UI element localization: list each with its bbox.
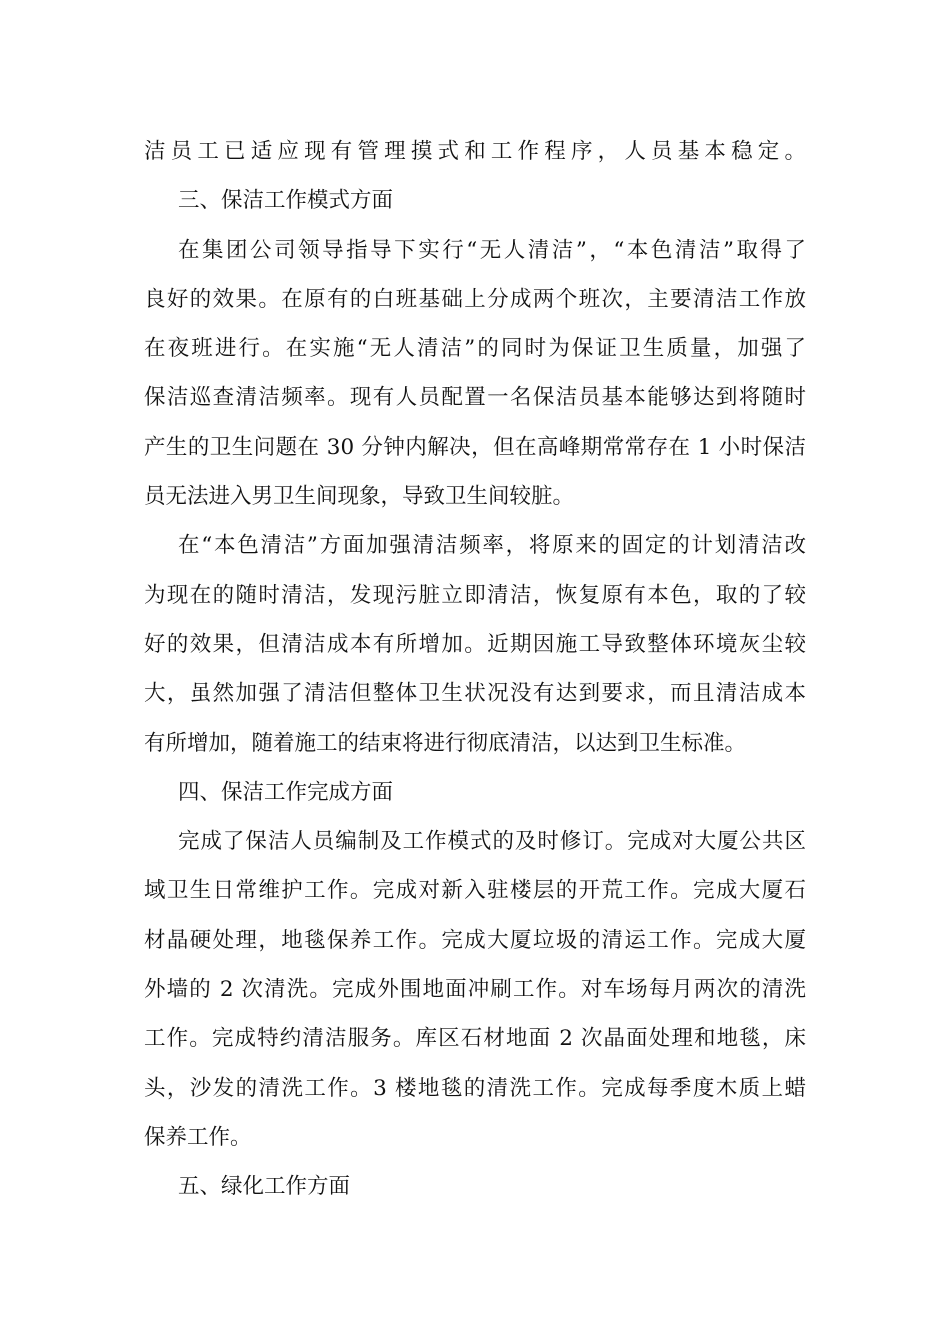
section-heading-3: 三、保洁工作模式方面 bbox=[178, 188, 394, 214]
paragraph-line: 产生的卫生问题在 30 分钟内解决，但在高峰期常常存在 1 小时保洁 bbox=[144, 434, 806, 460]
paragraph-line: 头，沙发的清洗工作。3 楼地毯的清洗工作。完成每季度木质上蜡 bbox=[144, 1075, 806, 1101]
paragraph-line: 在夜班进行。在实施“无人清洁”的同时为保证卫生质量，加强了 bbox=[144, 336, 806, 362]
paragraph-line: 外墙的 2 次清洗。完成外围地面冲刷工作。对车场每月两次的清洗 bbox=[144, 977, 806, 1003]
paragraph-line: 员无法进入男卫生间现象，导致卫生间较脏。 bbox=[144, 484, 575, 510]
paragraph-line: 域卫生日常维护工作。完成对新入驻楼层的开荒工作。完成大厦石 bbox=[144, 878, 806, 904]
paragraph-line: 好的效果，但清洁成本有所增加。近期因施工导致整体环境灰尘较 bbox=[144, 631, 806, 657]
paragraph-line: 完成了保洁人员编制及工作模式的及时修订。完成对大厦公共区 bbox=[178, 829, 806, 855]
section-heading-5: 五、绿化工作方面 bbox=[178, 1174, 351, 1200]
section-heading-4: 四、保洁工作完成方面 bbox=[178, 779, 394, 805]
body-text bbox=[144, 127, 806, 1212]
paragraph-line: 洁员工已适应现有管理摸式和工作程序，人员基本稳定。 bbox=[144, 139, 806, 164]
paragraph-line: 材晶硬处理，地毯保养工作。完成大厦垃圾的清运工作。完成大厦 bbox=[144, 927, 806, 953]
paragraph-line: 保洁巡查清洁频率。现有人员配置一名保洁员基本能够达到将随时 bbox=[144, 385, 806, 411]
paragraph-line: 在集团公司领导指导下实行“无人清洁”，“本色清洁”取得了 bbox=[178, 237, 806, 263]
paragraph-line: 在“本色清洁”方面加强清洁频率，将原来的固定的计划清洁改 bbox=[178, 533, 806, 559]
paragraph-line: 良好的效果。在原有的白班基础上分成两个班次，主要清洁工作放 bbox=[144, 286, 806, 312]
paragraph-line: 大，虽然加强了清洁但整体卫生状况没有达到要求，而且清洁成本 bbox=[144, 681, 806, 707]
paragraph-line: 工作。完成特约清洁服务。库区石材地面 2 次晶面处理和地毯，床 bbox=[144, 1026, 806, 1052]
paragraph-line: 保养工作。 bbox=[144, 1124, 252, 1150]
paragraph-line: 有所增加，随着施工的结束将进行彻底清洁，以达到卫生标准。 bbox=[144, 730, 747, 756]
paragraph-line: 为现在的随时清洁，发现污脏立即清洁，恢复原有本色，取的了较 bbox=[144, 582, 806, 608]
